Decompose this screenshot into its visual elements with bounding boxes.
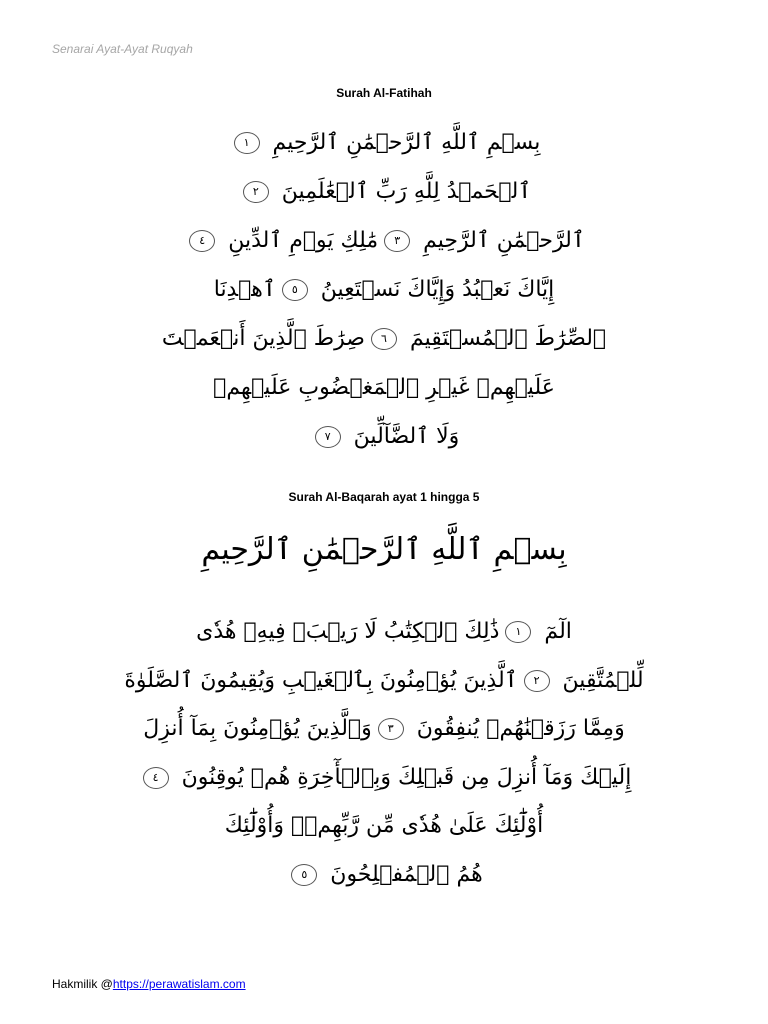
verse-line xyxy=(0,373,768,403)
footer-prefix: Hakmilik @ xyxy=(52,977,113,991)
verse-text: وَمِمَّا رَزَقۡنَٰهُمۡ يُنفِقُونَ xyxy=(409,716,625,741)
verse-text: وَٱلَّذِينَ يُؤۡمِنُونَ بِمَآ أُنزِلَ xyxy=(143,716,372,741)
verse-line xyxy=(0,275,768,305)
verse-text: ٱلصِّرَٰطَ ٱلۡمُسۡتَقِيمَ xyxy=(402,326,607,351)
verse-text: إِيَّاكَ نَعۡبُدُ وَإِيَّاكَ نَسۡتَعِينُ xyxy=(313,277,555,302)
verse-line xyxy=(0,763,768,793)
verse-number-marker: ٧ xyxy=(315,426,341,448)
verse-text: لِّلۡمُتَّقِينَ xyxy=(555,667,644,693)
verse-line xyxy=(0,324,768,354)
verse-line xyxy=(0,177,768,207)
verse-text: ٱلرَّحۡمَٰنِ ٱلرَّحِيمِ xyxy=(416,228,585,253)
verse-number-marker: ٣ xyxy=(384,230,410,252)
verse-number-marker: ٤ xyxy=(189,230,215,252)
page-header: Senarai Ayat-Ayat Ruqyah xyxy=(52,42,193,56)
verse-number-marker: ٢ xyxy=(524,670,550,692)
verse-text: ذَٰلِكَ ٱلۡكِتَٰبُ لَا رَيۡبَۛ فِيهِۛ هُدٗى xyxy=(196,619,500,644)
verse-text: بِسۡمِ ٱللَّهِ ٱلرَّحۡمَٰنِ ٱلرَّحِيمِ xyxy=(265,130,541,155)
verse-text: مَٰلِكِ يَوۡمِ ٱلدِّينِ xyxy=(221,228,379,253)
verse-text: ٱلۡحَمۡدُ لِلَّهِ رَبِّ ٱلۡعَٰلَمِينَ xyxy=(274,179,532,204)
basmalah-calligraphy: بِسۡمِ ٱللَّهِ ٱلرَّحۡمَٰنِ ٱلرَّحِيمِ xyxy=(201,532,567,567)
verse-line xyxy=(0,226,768,256)
verse-number-marker: ٥ xyxy=(291,864,317,886)
verse-line xyxy=(0,811,768,841)
verse-text: أُوْلَٰٓئِكَ عَلَىٰ هُدٗى مِّن رَّبِّهِمۡۖ وَأُوْلَٰٓئِكَ xyxy=(224,813,544,838)
verse-number-marker: ٦ xyxy=(371,328,397,350)
verse-number-marker: ١ xyxy=(505,621,531,643)
verse-text: ٱهۡدِنَا xyxy=(213,277,276,302)
verse-text: صِرَٰطَ ٱلَّذِينَ أَنۡعَمۡتَ xyxy=(161,326,365,351)
verse-number-marker: ٢ xyxy=(243,181,269,203)
verse-line xyxy=(0,617,768,647)
surah-fatihah-title: Surah Al-Fatihah xyxy=(336,86,432,100)
verse-number-marker: ٥ xyxy=(282,279,308,301)
verse-line xyxy=(0,422,768,452)
verse-number-marker: ١ xyxy=(234,132,260,154)
verse-text: إِلَيۡكَ وَمَآ أُنزِلَ مِن قَبۡلِكَ وَبِٱلۡأٓخِرَةِ هُمۡ يُوقِنُونَ xyxy=(174,764,632,790)
verse-number-marker: ٣ xyxy=(378,718,404,740)
verse-text: ٱلَّذِينَ يُؤۡمِنُونَ بِٱلۡغَيۡبِ وَيُقِيمُونَ ٱلصَّلَوٰةَ xyxy=(124,667,518,693)
verse-line xyxy=(0,860,768,890)
verse-text: هُمُ ٱلۡمُفۡلِحُونَ xyxy=(323,861,483,887)
verse-text: وَلَا ٱلضَّآلِّينَ xyxy=(346,424,460,449)
surah-baqarah-title: Surah Al-Baqarah ayat 1 hingga 5 xyxy=(288,490,480,504)
verse-line xyxy=(0,666,768,696)
footer-link[interactable]: https://perawatislam.com xyxy=(112,977,246,991)
footer xyxy=(52,977,246,991)
verse-text: الٓمٓ xyxy=(537,619,572,644)
verse-text: عَلَيۡهِمۡ غَيۡرِ ٱلۡمَغۡضُوبِ عَلَيۡهِمۡ xyxy=(213,375,555,400)
verse-line xyxy=(0,128,768,158)
verse-number-marker: ٤ xyxy=(143,767,169,789)
verse-line xyxy=(0,714,768,744)
